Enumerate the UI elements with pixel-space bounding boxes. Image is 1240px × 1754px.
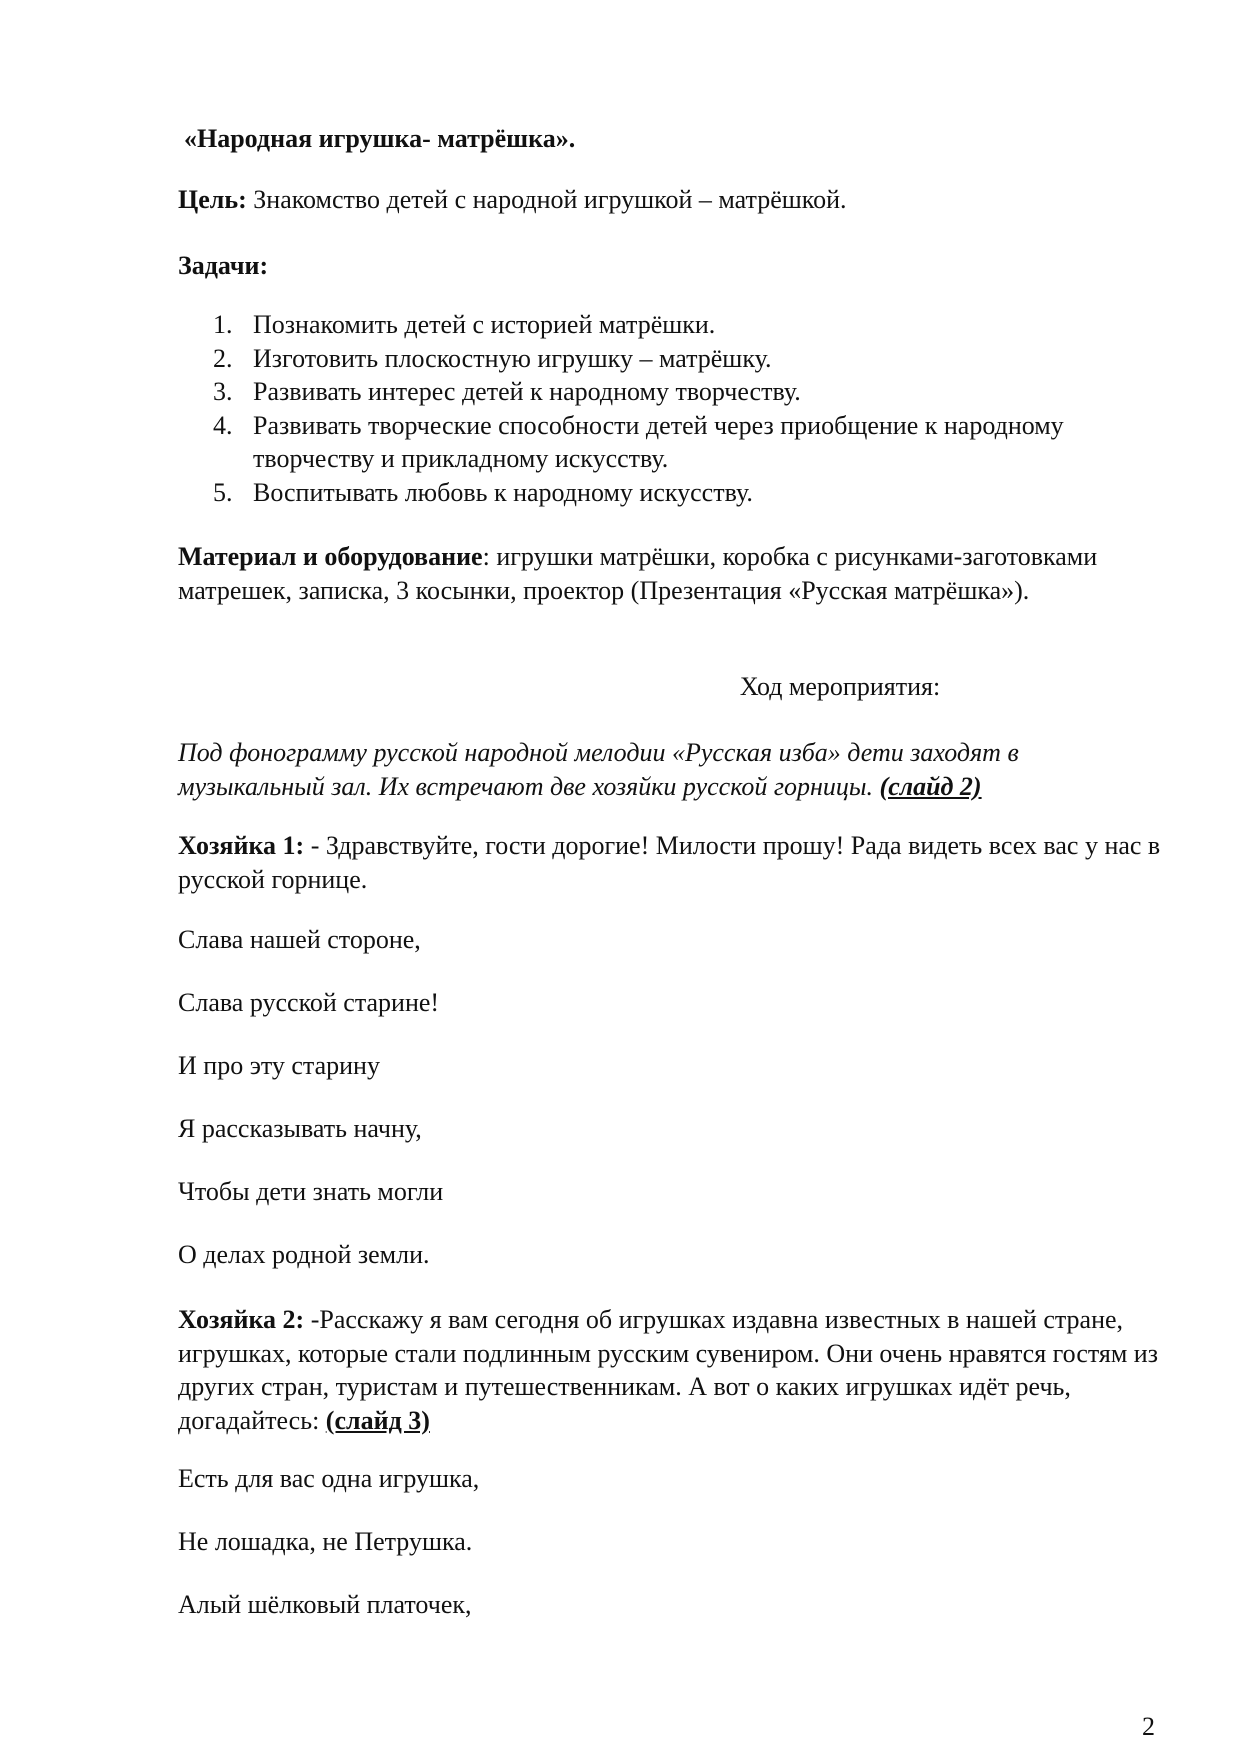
host2-paragraph: Хозяйка 2: -Расскажу я вам сегодня об игрушках издавна известных в нашей стране, игрушках, которые стали подлинным русским сувениром. Они очень нравятся гостям из других стран, туристам и путешественникам. А вот о каких игрушках идёт речь, догадайтесь: (слайд 3) <box>178 1305 1158 1435</box>
slide-reference: (слайд 3) <box>325 1405 430 1435</box>
slide-reference: (слайд 2) <box>879 771 982 801</box>
poem-line: Слава русской старине! <box>178 988 440 1017</box>
host2-label: Хозяйка 2: <box>178 1305 305 1334</box>
poem-line: Алый шёлковый платочек, <box>178 1590 472 1619</box>
poem-line: Слава нашей стороне, <box>178 925 421 954</box>
host1-paragraph: Хозяйка 1: - Здравствуйте, гости дорогие! Милости прошу! Рада видеть всех вас у нас в русской горнице. <box>178 831 1161 894</box>
document-title: «Народная игрушка- матрёшка». <box>184 124 576 153</box>
list-item: 5. Воспитывать любовь к народному искусству. <box>213 477 753 507</box>
goal-paragraph <box>178 183 1163 217</box>
materials-text: : игрушки матрёшки, коробка с рисунками-заготовками матрешек, записка, 3 косынки, проектор (Презентация «Русская матрёшка»). <box>178 542 1098 605</box>
course-heading: Ход мероприятия: <box>739 672 941 701</box>
poem-line: О делах родной земли. <box>178 1240 430 1269</box>
list-item: 2. Изготовить плоскостную игрушку – матрёшку. <box>213 343 772 373</box>
poem-line: Есть для вас одна игрушка, <box>178 1464 480 1493</box>
tasks-list <box>178 308 1133 509</box>
poem-line: Не лошадка, не Петрушка. <box>178 1527 473 1556</box>
goal-label: Цель: <box>178 185 247 214</box>
tasks-label: Задачи: <box>178 251 269 280</box>
page-number: 2 <box>1142 1712 1155 1741</box>
intro-paragraph: Под фонограмму русской народной мелодии «Русская изба» дети заходят в музыкальный зал. Их встречают две хозяйки русской горницы. (слайд 2) <box>178 738 1019 801</box>
list-item: 4. Развивать творческие способности детей через приобщение к народному творчеству и прикладному искусству. <box>213 410 1064 473</box>
list-item: 1. Познакомить детей с историей матрёшки. <box>213 310 716 339</box>
goal-text: Знакомство детей с народной игрушкой – матрёшкой. <box>246 185 847 214</box>
poem-line: И про эту старину <box>178 1051 380 1080</box>
list-item: 3. Развивать интерес детей к народному творчеству. <box>213 377 801 406</box>
host1-label: Хозяйка 1: <box>178 831 305 860</box>
poem-line: Чтобы дети знать могли <box>178 1177 444 1206</box>
materials-label: Материал и оборудование <box>178 542 483 571</box>
poem-line: Я рассказывать начну, <box>178 1114 422 1143</box>
materials-paragraph <box>178 540 1163 607</box>
